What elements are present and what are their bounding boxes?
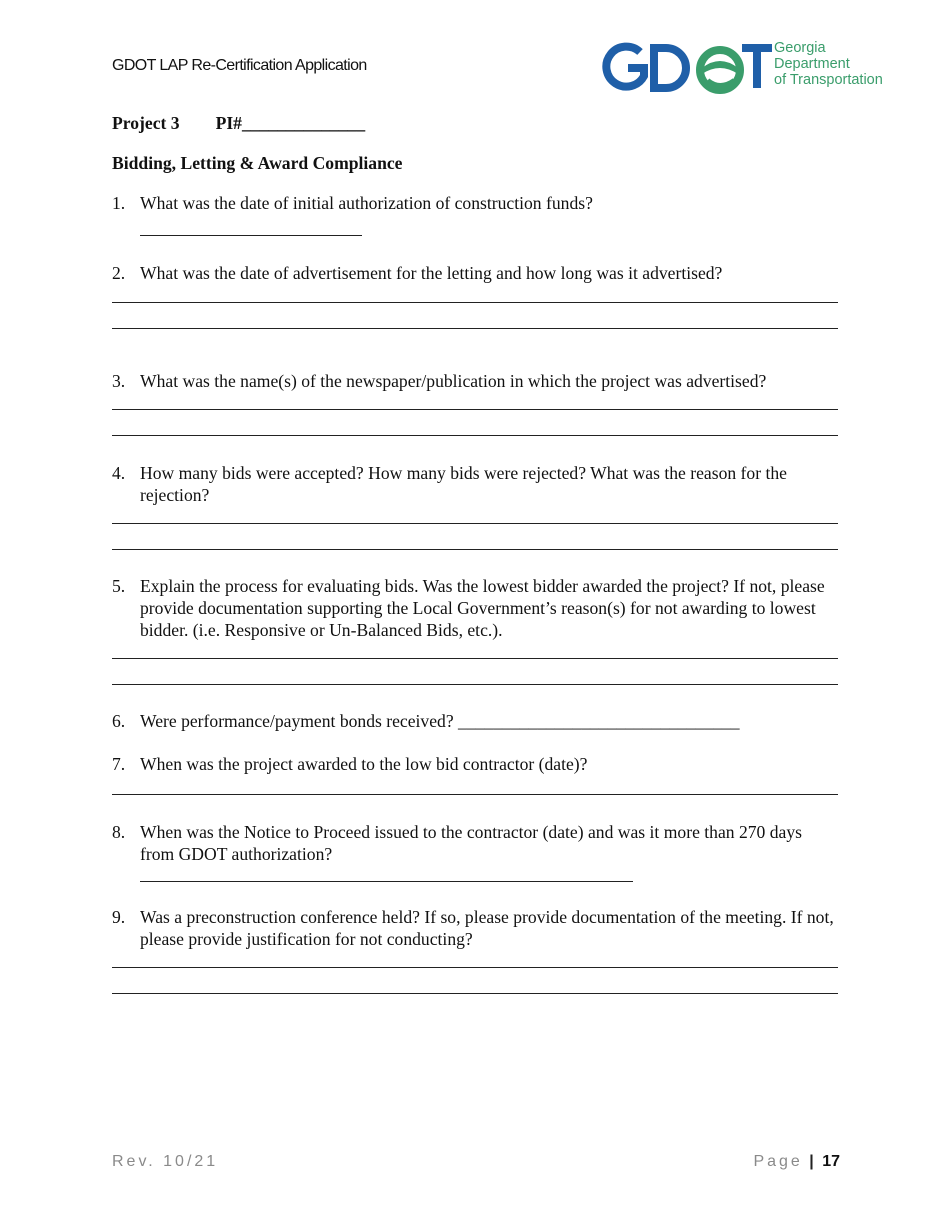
answer-line-9a[interactable] (112, 967, 838, 968)
page-number (753, 1153, 840, 1171)
question-7: 7. When was the project awarded to the low bid contractor (date)? (112, 754, 588, 774)
project-line (112, 112, 365, 134)
answer-line-8[interactable] (140, 881, 633, 882)
page-number-value: 17 (822, 1153, 840, 1170)
page-separator: | (809, 1153, 814, 1170)
answer-line-4b[interactable] (112, 549, 838, 550)
answer-line-3a[interactable] (112, 409, 838, 410)
answer-line-4a[interactable] (112, 523, 838, 524)
document-header-title: GDOT LAP Re-Certification Application (112, 57, 367, 74)
question-6: 6. Were performance/payment bonds received? ________________________________ (112, 711, 740, 731)
answer-line-5b[interactable] (112, 684, 838, 685)
revision-label: Rev. 10/21 (112, 1153, 219, 1170)
section-title: Bidding, Letting & Award Compliance (112, 153, 403, 173)
question-3: 3. What was the name(s) of the newspaper/publication in which the project was advertised? (112, 371, 767, 391)
question-9: 9. Was a preconstruction conference held? If so, please provide documentation of the meeting. If not, please provide justification for not conducting? (112, 907, 834, 949)
answer-line-3b[interactable] (112, 435, 838, 436)
answer-line-1[interactable] (140, 235, 362, 236)
project-label: Project 3 (112, 113, 180, 133)
answer-line-2a[interactable] (112, 302, 838, 303)
pi-number-field[interactable]: PI#______________ (215, 113, 366, 133)
answer-line-5a[interactable] (112, 658, 838, 659)
question-5: 5. Explain the process for evaluating bids. Was the lowest bidder awarded the project? If not, please provide documentation supporting the Local Government’s reason(s) for not awarding to lowest bidder. (i.e. Responsive or Un-Balanced Bids, etc.). (112, 576, 825, 640)
page-word: Page (753, 1153, 803, 1170)
answer-line-7[interactable] (112, 794, 838, 795)
question-1: 1. What was the date of initial authorization of construction funds? (112, 193, 593, 213)
question-4: 4. How many bids were accepted? How many bids were rejected? What was the reason for the rejection? (112, 463, 787, 505)
gdot-logo (602, 40, 892, 96)
question-2: 2. What was the date of advertisement for the letting and how long was it advertised? (112, 263, 723, 283)
question-8: 8. When was the Notice to Proceed issued to the contractor (date) and was it more than 270 days from GDOT authorization? (112, 822, 802, 864)
logo-agency-name: Georgia Department of Transportation (774, 40, 883, 88)
answer-line-9b[interactable] (112, 993, 838, 994)
gdot-logo-mark (602, 40, 772, 96)
answer-line-2b[interactable] (112, 328, 838, 329)
